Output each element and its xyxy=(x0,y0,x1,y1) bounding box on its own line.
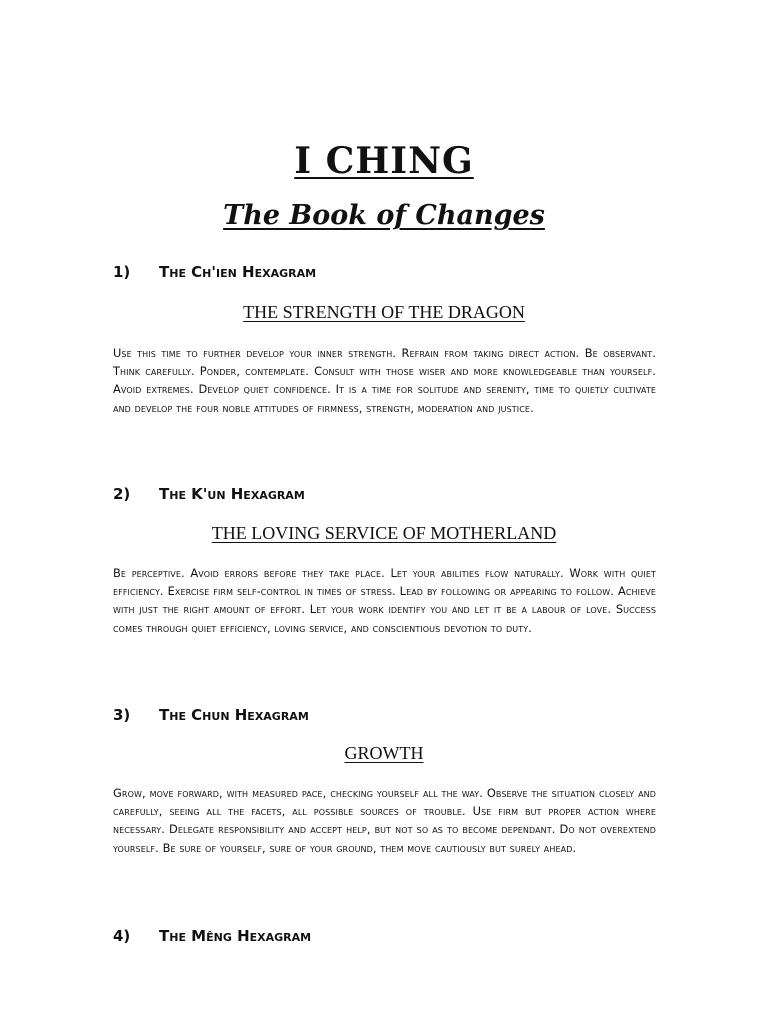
section-4-heading-text: The Mêng Hexagram xyxy=(159,927,312,945)
section-4-number: 4) xyxy=(113,927,131,945)
section-2-title: THE LOVING SERVICE OF MOTHERLAND xyxy=(211,523,557,543)
section-3-body: Grow, move forward, with measured pace, checking yourself all the way. Observe the situation closely and carefully, seeing all the facets, all possible sources of trouble. Use firm but proper action where necessary. Delegate responsibility and accept help, but not so as to become dependant. Do not overextend yourself. Be sure of yourself, sure of your ground, them move cautiously but surely ahead. xyxy=(113,786,656,855)
section-2-number: 2) xyxy=(113,485,131,503)
section-1-body: Use this time to further develop your inner strength. Refrain from taking direct action. Be observant. Think carefully. Ponder, contemplate. Consult with those wiser and more knowledgeable than yourself. Avoid extremes. Develop quiet confidence. It is a time for solitude and serenity, time to quietly cultivate and develop the four noble attitudes of firmness, strength, moderation and justice. xyxy=(113,346,656,415)
section-1-heading-text: The Ch'ien Hexagram xyxy=(159,263,317,281)
section-2-heading-text: The K'un Hexagram xyxy=(159,485,305,503)
section-1-number: 1) xyxy=(113,263,131,281)
section-2-body: Be perceptive. Avoid errors before they take place. Let your abilities flow naturally. Work with quiet efficiency. Exercise firm self-control in times of stress. Lead by following or appearing to follow. Achieve with just the right amount of effort. Let your work identify you and let it be a labour of love. Success comes through quiet efficiency, loving service, and conscientious devotion to duty. xyxy=(113,566,656,635)
section-1-heading xyxy=(113,263,316,281)
section-4-heading xyxy=(113,927,311,945)
document-subtitle: The Book of Changes xyxy=(223,200,545,231)
document-title: I CHING xyxy=(294,140,474,182)
section-1-title: THE STRENGTH OF THE DRAGON xyxy=(243,302,525,322)
section-3-number: 3) xyxy=(113,706,131,724)
section-2-heading xyxy=(113,485,305,503)
section-3-heading-text: The Chun Hexagram xyxy=(159,706,309,724)
section-3-heading xyxy=(113,706,309,724)
section-3-title: GROWTH xyxy=(344,743,424,763)
